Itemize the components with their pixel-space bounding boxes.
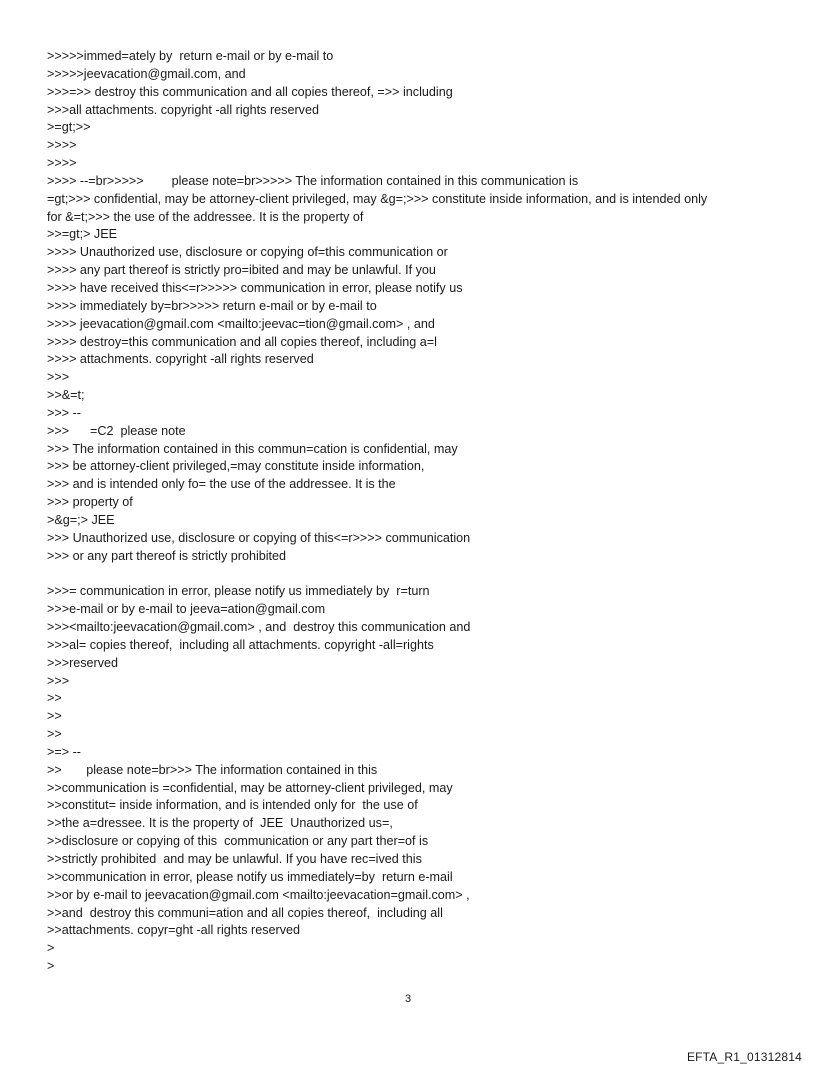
email-line: >>> and is intended only fo= the use of the addressee. It is the — [47, 477, 396, 492]
email-line: >>=gt;> JEE — [47, 227, 118, 242]
email-line: >>>> destroy=this communication and all copies thereof, including a=l — [47, 334, 437, 349]
email-line: >>>> attachments. copyright -all rights reserved — [47, 352, 314, 367]
email-line: >>communication in error, please notify us immediately=by return e-mail — [47, 869, 453, 884]
email-line: >>disclosure or copying of this communication or any part ther=of is — [47, 834, 429, 849]
email-line: >>>> --=br>>>>> please note=br>>>>> The information contained in this communication is — [47, 173, 579, 188]
email-line: >>> — [47, 370, 70, 385]
email-line: >> — [47, 691, 62, 706]
email-line: >>attachments. copyr=ght -all rights reserved — [47, 923, 301, 938]
email-line: >> — [47, 709, 62, 724]
email-line: >> — [47, 727, 62, 742]
email-line: >=> -- — [47, 744, 81, 759]
email-line: >>> — [47, 673, 70, 688]
email-line: >>>>>immed=ately by return e-mail or by e-mail to — [47, 49, 334, 63]
email-line: >> please note=br>>> The information contained in this — [47, 762, 378, 777]
email-line: > — [47, 941, 55, 956]
email-line: >>constitut= inside information, and is intended only for the use of — [47, 798, 418, 813]
email-line: >>>> immediately by=br>>>>> return e-mail or by e-mail to — [47, 298, 377, 313]
email-line: >>> property of — [47, 495, 133, 510]
email-line: >>> be attorney-client privileged,=may constitute inside information, — [47, 459, 425, 474]
email-line: >>communication is =confidential, may be attorney-client privileged, may — [47, 780, 453, 795]
email-line: >>> or any part thereof is strictly prohibited — [47, 548, 287, 563]
email-line: >>and destroy this communi=ation and all copies thereof, including all — [47, 905, 443, 920]
email-line: >>or by e-mail to jeevacation@gmail.com <mailto:jeevacation=gmail.com> , — [47, 887, 470, 902]
email-line: >>the a=dressee. It is the property of JEE Unauthorized us=, — [47, 816, 393, 831]
email-line: >>>>>jeevacation@gmail.com, and — [47, 66, 246, 81]
page-number: 3 — [404, 993, 412, 1005]
email-line: >>> -- — [47, 405, 81, 420]
email-line: >&g=;> JEE — [47, 512, 115, 527]
email-line: =gt;>>> confidential, may be attorney-client privileged, may &g=;>>> constitute inside information, and is intended only — [47, 191, 708, 206]
email-line: > — [47, 959, 55, 974]
email-line: >>&=t; — [47, 388, 85, 403]
email-line: >>> Unauthorized use, disclosure or copying of this<=r>>>> communication — [47, 530, 471, 545]
email-line: >>>> — [47, 138, 77, 153]
email-body — [47, 48, 777, 976]
email-line: >>>al= copies thereof, including all attachments. copyright -all=rights — [47, 637, 434, 652]
email-line: >>>> — [47, 156, 77, 171]
email-line: >>>> have received this<=r>>>>> communication in error, please notify us — [47, 280, 463, 295]
email-line: >>>> jeevacation@gmail.com <mailto:jeevac=tion@gmail.com> , and — [47, 316, 435, 331]
email-line — [47, 565, 777, 583]
email-line: >>>e-mail or by e-mail to jeeva=ation@gmail.com — [47, 602, 326, 617]
email-line: >>>> Unauthorized use, disclosure or copying of=this communication or — [47, 245, 448, 260]
email-line: >>>=>> destroy this communication and all copies thereof, =>> including — [47, 84, 453, 99]
email-line: >>>> any part thereof is strictly pro=ibited and may be unlawful. If you — [47, 263, 436, 278]
email-line: >>strictly prohibited and may be unlawful. If you have rec=ived this — [47, 851, 422, 866]
email-line: >>><mailto:jeevacation@gmail.com> , and destroy this communication and — [47, 620, 471, 634]
email-line: >>>reserved — [47, 655, 119, 670]
email-line: for &=t;>>> the use of the addressee. It is the property of — [47, 209, 364, 224]
email-line: >>>= communication in error, please notify us immediately by r=turn — [47, 584, 430, 599]
document-id: EFTA_R1_01312814 — [686, 1050, 802, 1064]
email-line: >>> The information contained in this commun=cation is confidential, may — [47, 441, 458, 456]
email-line: >>>all attachments. copyright -all rights reserved — [47, 102, 319, 117]
email-line: >>> =C2 please note — [47, 423, 186, 438]
email-line: >=gt;>> — [47, 120, 91, 135]
